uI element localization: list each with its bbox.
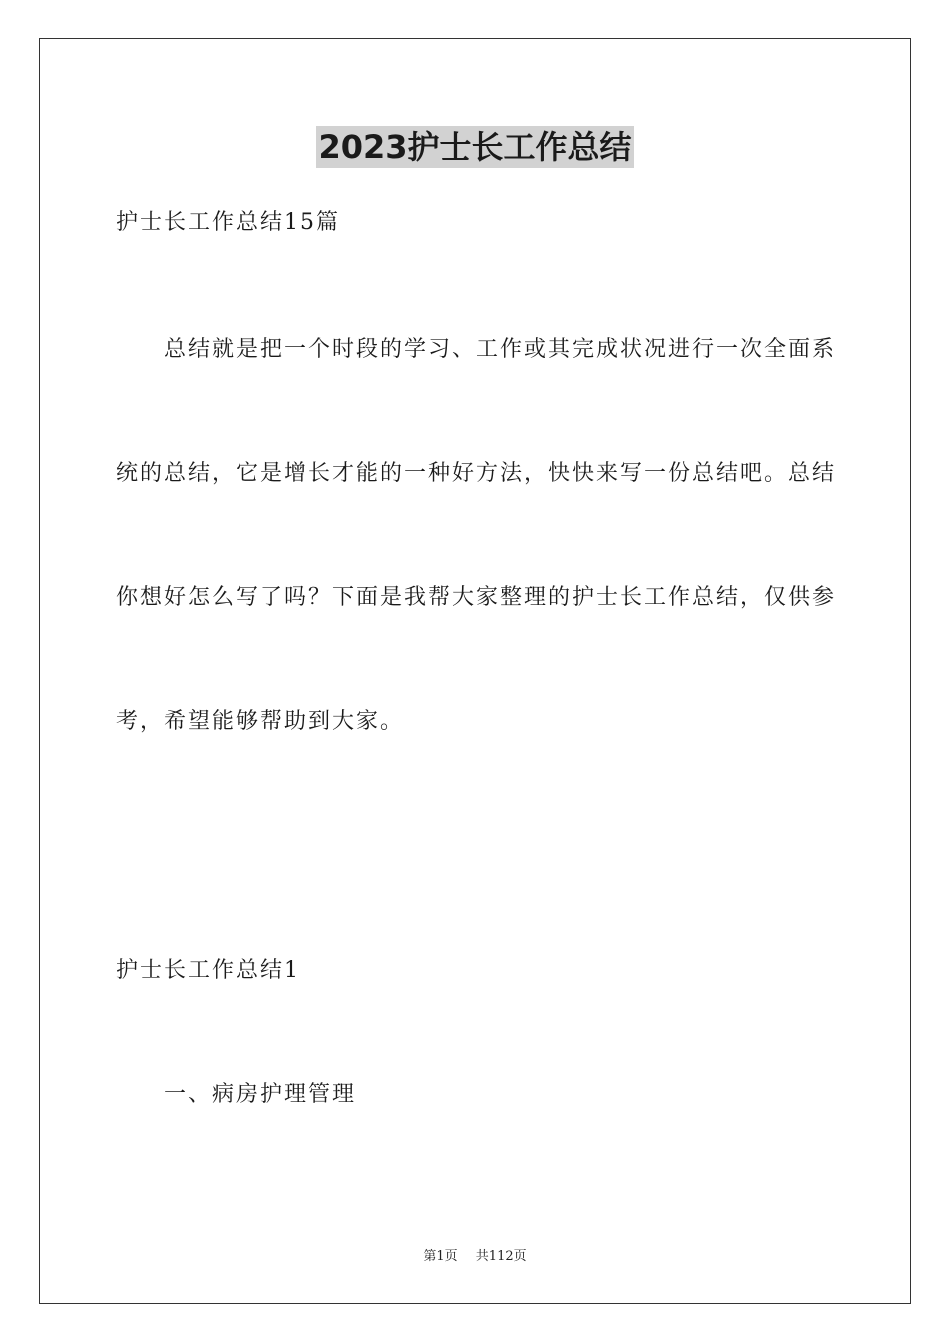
title-container: [0, 126, 950, 168]
page-number-current: 第1页: [423, 1249, 458, 1264]
document-title: 2023护士长工作总结: [318, 128, 632, 166]
intro-line-4: 考，希望能够帮助到大家。: [116, 709, 405, 734]
subsection-heading: 一、病房护理管理: [164, 1082, 357, 1107]
page-number-total: 共112页: [475, 1249, 527, 1264]
intro-line-1: 总结就是把一个时段的学习、工作或其完成状况进行一次全面系: [164, 337, 837, 362]
intro-line-3: 你想好怎么写了吗？下面是我帮大家整理的护士长工作总结，仅供参: [116, 585, 837, 610]
page-footer: [0, 1248, 950, 1266]
document-subtitle: 护士长工作总结15篇: [116, 210, 340, 235]
intro-line-2: 统的总结，它是增长才能的一种好方法，快快来写一份总结吧。总结: [116, 461, 837, 486]
section-heading: 护士长工作总结1: [116, 958, 300, 983]
